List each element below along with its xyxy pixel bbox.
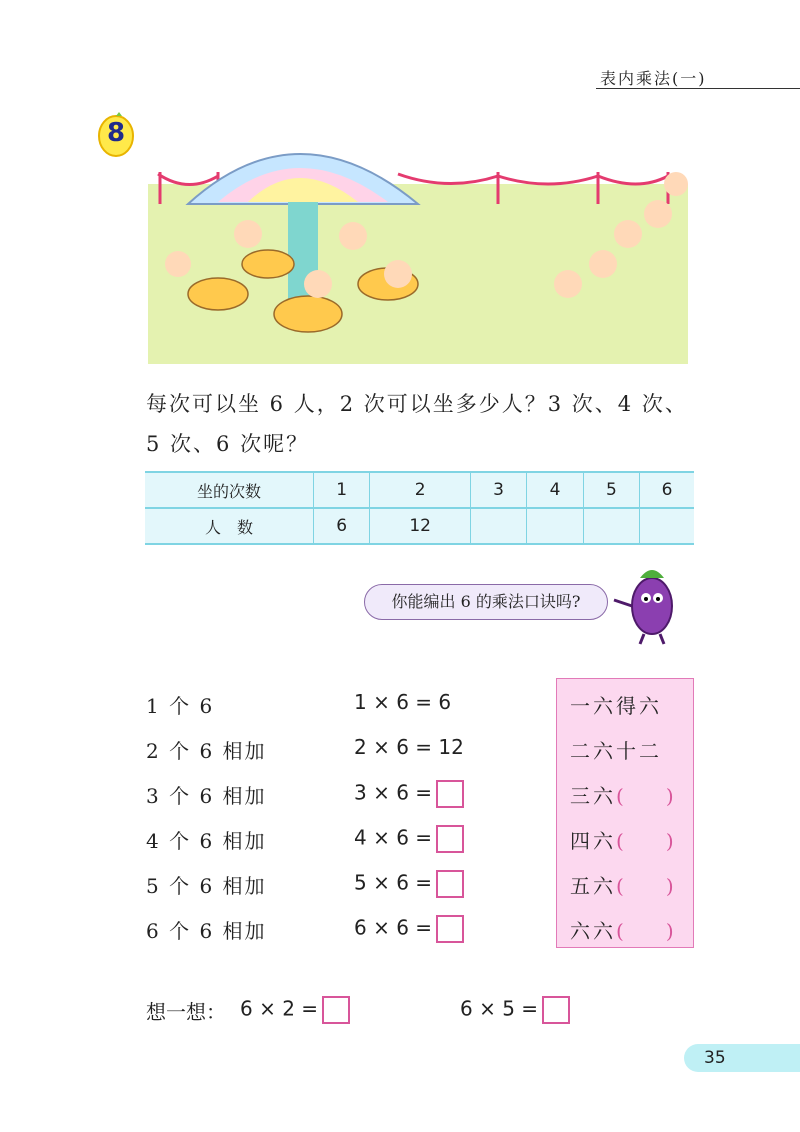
open-paren: ( (616, 919, 624, 943)
example-badge (96, 112, 136, 158)
data-table (145, 471, 694, 545)
equation-text: 4 × 6 = (354, 825, 433, 850)
carousel-illustration (148, 124, 688, 364)
table-cell: 6 (314, 508, 370, 544)
answer-box[interactable] (322, 996, 350, 1024)
close-paren: ) (665, 874, 674, 898)
rhyme-text: 六六 (570, 919, 616, 943)
rhyme-text: 二六十二 (570, 739, 662, 763)
open-paren: ( (616, 829, 624, 853)
row-label: 人 数 (145, 508, 314, 544)
rhyme-text: 五六 (570, 874, 616, 898)
table-cell-blank[interactable] (527, 508, 583, 544)
problem-text (146, 384, 716, 464)
close-paren: ) (665, 829, 674, 853)
rhyme-4[interactable] (570, 825, 674, 854)
table-cell-blank[interactable] (470, 508, 526, 544)
problem-line-1: 每次可以坐 6 人，2 次可以坐多少人？3 次、4 次、 (146, 392, 688, 416)
rhyme-text: 三六 (570, 784, 616, 808)
speech-bubble: 你能编出 6 的乘法口诀吗? (364, 584, 608, 620)
row-words-4: 4 个 6 相加 (146, 829, 267, 853)
rhyme-text: 四六 (570, 829, 616, 853)
table-cell-blank[interactable] (583, 508, 639, 544)
table-cell: 5 (583, 472, 639, 508)
rhyme-2 (570, 735, 662, 764)
answer-box[interactable] (436, 825, 464, 853)
row-equation-5 (354, 870, 464, 898)
row-equation-4 (354, 825, 464, 853)
row-equation-2 (354, 735, 464, 759)
think-label: 想一想： (146, 1000, 226, 1024)
think-equation-2 (460, 996, 570, 1024)
rhyme-6[interactable] (570, 915, 674, 944)
header-rule (596, 88, 800, 89)
answer-box[interactable] (542, 996, 570, 1024)
equation-text: 3 × 6 = (354, 780, 433, 805)
rhyme-1 (570, 690, 662, 719)
table-row (145, 508, 694, 544)
table-cell: 3 (470, 472, 526, 508)
eggplant-mascot-icon (600, 560, 696, 646)
row-words-6: 6 个 6 相加 (146, 919, 267, 943)
rhyme-3[interactable] (570, 780, 674, 809)
close-paren: ) (665, 919, 674, 943)
table-cell: 2 (370, 472, 471, 508)
table-cell: 4 (527, 472, 583, 508)
equation-text: 5 × 6 = (354, 870, 433, 895)
table-cell: 12 (370, 508, 471, 544)
equation-text: 6 × 5 = (460, 996, 539, 1021)
row-words-2: 2 个 6 相加 (146, 739, 267, 763)
header-title: 表内乘法(一) (600, 69, 707, 88)
row-equation-3 (354, 780, 464, 808)
table-cell: 6 (640, 472, 694, 508)
open-paren: ( (616, 784, 624, 808)
row-equation-6 (354, 915, 464, 943)
example-number: 8 (106, 118, 126, 148)
table-cell: 1 (314, 472, 370, 508)
rhyme-5[interactable] (570, 870, 674, 899)
close-paren: ) (665, 784, 674, 808)
rhyme-text: 一六得六 (570, 694, 662, 718)
table-cell-blank[interactable] (640, 508, 694, 544)
answer-box[interactable] (436, 780, 464, 808)
problem-line-2: 5 次、6 次呢？ (146, 432, 310, 456)
row-equation-1 (354, 690, 451, 714)
table-row (145, 472, 694, 508)
answer-box[interactable] (436, 870, 464, 898)
page-number: 35 (704, 1048, 726, 1068)
row-words-1: 1 个 6 (146, 694, 215, 718)
equation-text: 6 × 2 = (240, 996, 319, 1021)
equation-text: 1 × 6 = 6 (354, 690, 452, 714)
answer-box[interactable] (436, 915, 464, 943)
row-label: 坐的次数 (145, 472, 314, 508)
equation-text: 6 × 6 = (354, 915, 433, 940)
row-words-5: 5 个 6 相加 (146, 874, 267, 898)
equation-text: 2 × 6 = 12 (354, 735, 464, 759)
row-words-3: 3 个 6 相加 (146, 784, 267, 808)
think-equation-1 (240, 996, 350, 1024)
page-tab (684, 1044, 800, 1072)
open-paren: ( (616, 874, 624, 898)
